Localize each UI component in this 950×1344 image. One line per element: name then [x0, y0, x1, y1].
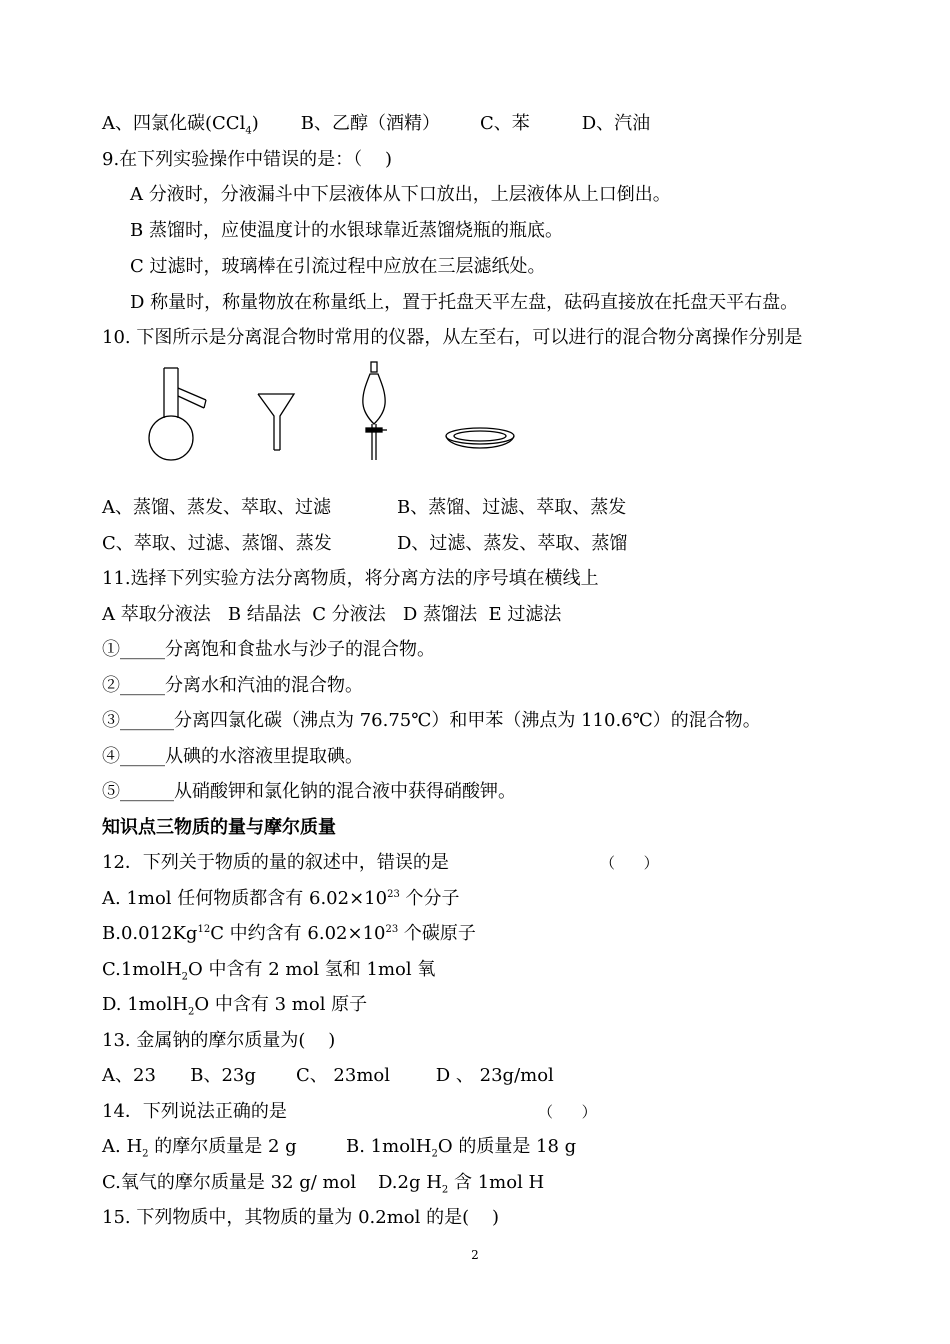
q14-answer-paren: （ ） [538, 1103, 597, 1121]
q13-options: A、23 B、23g C、 23mol D 、 23g/mol [102, 1065, 554, 1086]
q10-option-b: B、蒸馏、过滤、萃取、蒸发 [397, 497, 627, 518]
lab-apparatus-figure [140, 360, 540, 470]
text-fragment: 12 [197, 924, 211, 935]
text-fragment: O 中含有 3 mol 原子 [194, 994, 368, 1015]
funnel-icon [258, 394, 294, 450]
text-fragment: D.2g H [378, 1172, 442, 1193]
text-fragment: B.0.012Kg [102, 923, 198, 944]
text-fragment: B. 1molH [346, 1136, 432, 1157]
text-fragment: C 中约含有 6.02×10 [210, 923, 386, 944]
q12-option-a [102, 887, 460, 911]
q10-option-c: C、萃取、过滤、蒸馏、蒸发 [102, 533, 332, 554]
q11-item-4: ④_____从碘的水溶液里提取碘。 [102, 746, 363, 767]
q9-option-d: D 称量时，称量物放在称量纸上，置于托盘天平左盘，砝码直接放在托盘天平右盘。 [130, 292, 799, 313]
text-fragment: A、四氯化碳(CCl [102, 113, 246, 134]
q9-stem: 9.在下列实验操作中错误的是：（ ) [102, 149, 393, 170]
q11-item-1: ①_____分离饱和食盐水与沙子的混合物。 [102, 639, 435, 660]
q11-methods: A 萃取分液法 B 结晶法 C 分液法 D 蒸馏法 E 过滤法 [102, 604, 562, 625]
text-fragment: 2 [181, 971, 189, 983]
q12-answer-paren: （ ） [600, 854, 659, 872]
text-fragment: 2 [441, 1184, 449, 1196]
q9-option-c: C 过滤时，玻璃棒在引流过程中应放在三层滤纸处。 [130, 256, 546, 277]
q14-option-a [102, 1135, 297, 1159]
text-fragment: 2 [142, 1148, 149, 1160]
text-fragment: C、苯 [479, 113, 530, 134]
q10-option-a: A、蒸馏、蒸发、萃取、过滤 [102, 497, 331, 518]
q11-item-3: ③______分离四氯化碳（沸点为 76.75℃）和甲苯（沸点为 110.6℃）的混合物。 [102, 710, 761, 731]
q9-option-b: B 蒸馏时，应使温度计的水银球靠近蒸馏烧瓶的瓶底。 [130, 220, 563, 241]
q14-stem: 14．下列说法正确的是 [102, 1101, 287, 1122]
text-fragment: 含 1mol H [448, 1172, 545, 1193]
text-fragment: 2 [431, 1148, 438, 1160]
q12-option-d [102, 993, 367, 1017]
q9-option-a: A 分液时，分液漏斗中下层液体从下口放出，上层液体从上口倒出。 [130, 184, 671, 205]
text-fragment: 2 [188, 1006, 195, 1018]
text-fragment: B、乙醇（酒精） [300, 113, 440, 134]
text-fragment: 23 [385, 924, 399, 935]
text-fragment: 的摩尔质量是 2 g [148, 1136, 297, 1157]
q11-item-5: ⑤______从硝酸钾和氯化钠的混合液中获得硝酸钾。 [102, 781, 516, 802]
evaporating-dish-icon [446, 428, 514, 448]
q13-stem: 13. 金属钠的摩尔质量为( ) [102, 1030, 336, 1051]
text-fragment: 23 [387, 889, 400, 900]
q8-options [102, 112, 650, 136]
q12-option-b [102, 922, 476, 946]
text-fragment: D. 1molH [102, 994, 189, 1015]
text-fragment: 个碳原子 [398, 923, 476, 944]
text-fragment: D、汽油 [581, 113, 651, 134]
page-number: 2 [471, 1248, 479, 1262]
text-fragment: O 中含有 2 mol 氢和 1mol 氧 [188, 959, 436, 980]
text-fragment: A. 1mol 任何物质都含有 6.02×10 [102, 888, 388, 909]
q15-stem: 15. 下列物质中，其物质的量为 0.2mol 的是( ) [102, 1207, 500, 1228]
q12-option-c [102, 958, 435, 982]
text-fragment: ) [251, 113, 259, 134]
q14-option-d [378, 1171, 544, 1195]
distillation-flask-icon [149, 368, 206, 460]
separatory-funnel-icon [363, 362, 387, 460]
text-fragment: 4 [245, 125, 252, 137]
q14-option-c: C.氧气的摩尔质量是 32 g/ mol [102, 1172, 357, 1193]
text-fragment: A. H [102, 1136, 143, 1157]
text-fragment: C.1molH [102, 959, 182, 980]
text-fragment: O 的质量是 18 g [437, 1136, 577, 1157]
q11-stem: 11.选择下列实验方法分离物质，将分离方法的序号填在横线上 [102, 568, 599, 589]
q12-stem: 12．下列关于物质的量的叙述中，错误的是 [102, 852, 449, 873]
q11-item-2: ②_____分离水和汽油的混合物。 [102, 675, 363, 696]
section-title: 知识点三物质的量与摩尔质量 [102, 817, 336, 838]
text-fragment: 个分子 [399, 888, 460, 909]
q10-option-d: D、过滤、蒸发、萃取、蒸馏 [397, 533, 628, 554]
q10-stem: 10. 下图所示是分离混合物时常用的仪器，从左至右，可以进行的混合物分离操作分别是 [102, 327, 803, 348]
q14-option-b [346, 1135, 576, 1159]
